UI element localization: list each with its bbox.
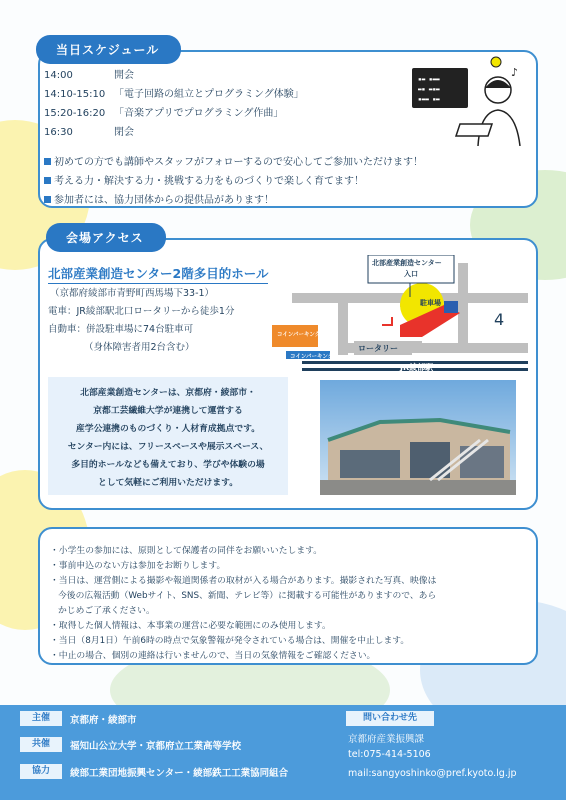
cooperation-value: 綾部工業団地振興センター・綾部鉄工工業協同組合 [70,768,289,779]
map-coin-parking-label-2: コインパーキング [290,354,334,360]
schedule-row: 14:10-15:10 「電子回路の組立とプログラミング体験」 [44,89,304,100]
map-station-label: JR綾部駅 [400,363,434,372]
svg-text:♪: ♪ [511,66,519,79]
note-line: ・事前申込のない方は参加をお断りします。 [50,561,226,571]
schedule-bullet: 参加者には、協力団体からの提供品があります！ [44,191,274,206]
venue-description-line: 多目的ホールなども備えており、学びや体験の場 [71,460,265,470]
venue-description-line: として気軽にご利用いただけます。 [97,478,239,488]
contact-tel: tel:075-414-5106 [348,749,431,760]
bullet-square-icon [44,196,51,203]
venue-description-line: センター内には、フリースペースや展示スペース、 [67,442,269,452]
access-heading: 会場アクセス [46,223,166,252]
schedule-heading: 当日スケジュール [36,35,181,64]
schedule-row: 14:00 開会 [44,70,134,81]
organizer-value: 京都府・綾部市 [70,715,137,726]
organizer-label: 主催 [20,711,62,726]
venue-building-photo [320,380,516,495]
train-access: 電車：JR綾部駅北口ロータリーから徒歩1分 [48,306,235,317]
map-center-label: 北部産業創造センター [372,259,442,267]
co-organizer-label: 共催 [20,737,62,752]
schedule-bullet: 初めての方でも講師やスタッフがフォローするので安心してご参加いただけます！ [44,153,423,168]
note-line: ・当日（8月1日）午前6時の時点で気象警報が発令されている場合は、開催を中止します。 [50,636,410,646]
svg-text:▪▬▬ ▪▬: ▪▬▬ ▪▬ [418,96,440,103]
contact-mail: mail:sangyoshinko@pref.kyoto.lg.jp [348,768,517,779]
contact-department: 京都府産業振興課 [348,734,425,745]
map-entrance-label: 入口 [404,270,418,278]
venue-address: （京都府綾部市青野町西馬場下33-1） [50,288,215,299]
map-parking-label: 駐車場 [420,299,441,307]
bullet-square-icon [44,177,51,184]
co-organizer-value: 福知山公立大学・京都府立工業高等学校 [70,741,242,752]
note-line: ・取得した個人情報は、本事業の運営に必要な範囲にのみ使用します。 [50,621,331,631]
note-line: ・中止の場合、個別の連絡は行いませんので、当日の気象情報をご確認ください。 [50,651,376,661]
schedule-row: 16:30 閉会 [44,127,134,138]
note-line: かじめご了承ください。 [58,606,155,616]
programming-illustration [408,54,528,146]
svg-text:▬▪ ▬▪▬: ▬▪ ▬▪▬ [418,86,440,93]
contact-label: 問い合わせ先 [346,711,434,726]
schedule-bullet: 考える力・解決する力・挑戦する力をものづくりで楽しく育てます！ [44,172,364,187]
note-line: ・当日は、運営側による撮影や報道関係者の取材が入る場合があります。撮影された写真、映像は [50,576,437,586]
map-rotary-label: ロータリー [358,344,398,353]
bullet-square-icon [44,158,51,165]
venue-description-line: 産学公連携のものづくり・人材育成拠点です。 [75,424,261,434]
car-access: 自動車：併設駐車場に74台駐車可 [48,324,194,335]
note-line: 今後の広報活動（Webサイト、SNS、新聞、テレビ等）に掲載する可能性がありますので、あら [58,591,437,601]
cooperation-label: 協力 [20,764,62,779]
car-access-note: （身体障害者用2台含む） [84,342,195,353]
schedule-row: 15:20-16:20 「音楽アプリでプログラミング作曲」 [44,108,284,119]
venue-description-line: 北部産業創造センターは、京都府・綾部市・ [80,388,256,398]
svg-text:▪▬ ▪▬▬: ▪▬ ▪▬▬ [418,76,440,83]
venue-title: 北部産業創造センター2階多目的ホール [48,264,268,284]
map-coin-parking-label: コインパーキング [277,332,321,338]
venue-description-line: 京都工芸繊維大学が連携して運営する [93,406,243,416]
map-route-number: 4 [494,310,505,329]
note-line: ・小学生の参加には、原則として保護者の同伴をお願いいたします。 [50,546,323,556]
